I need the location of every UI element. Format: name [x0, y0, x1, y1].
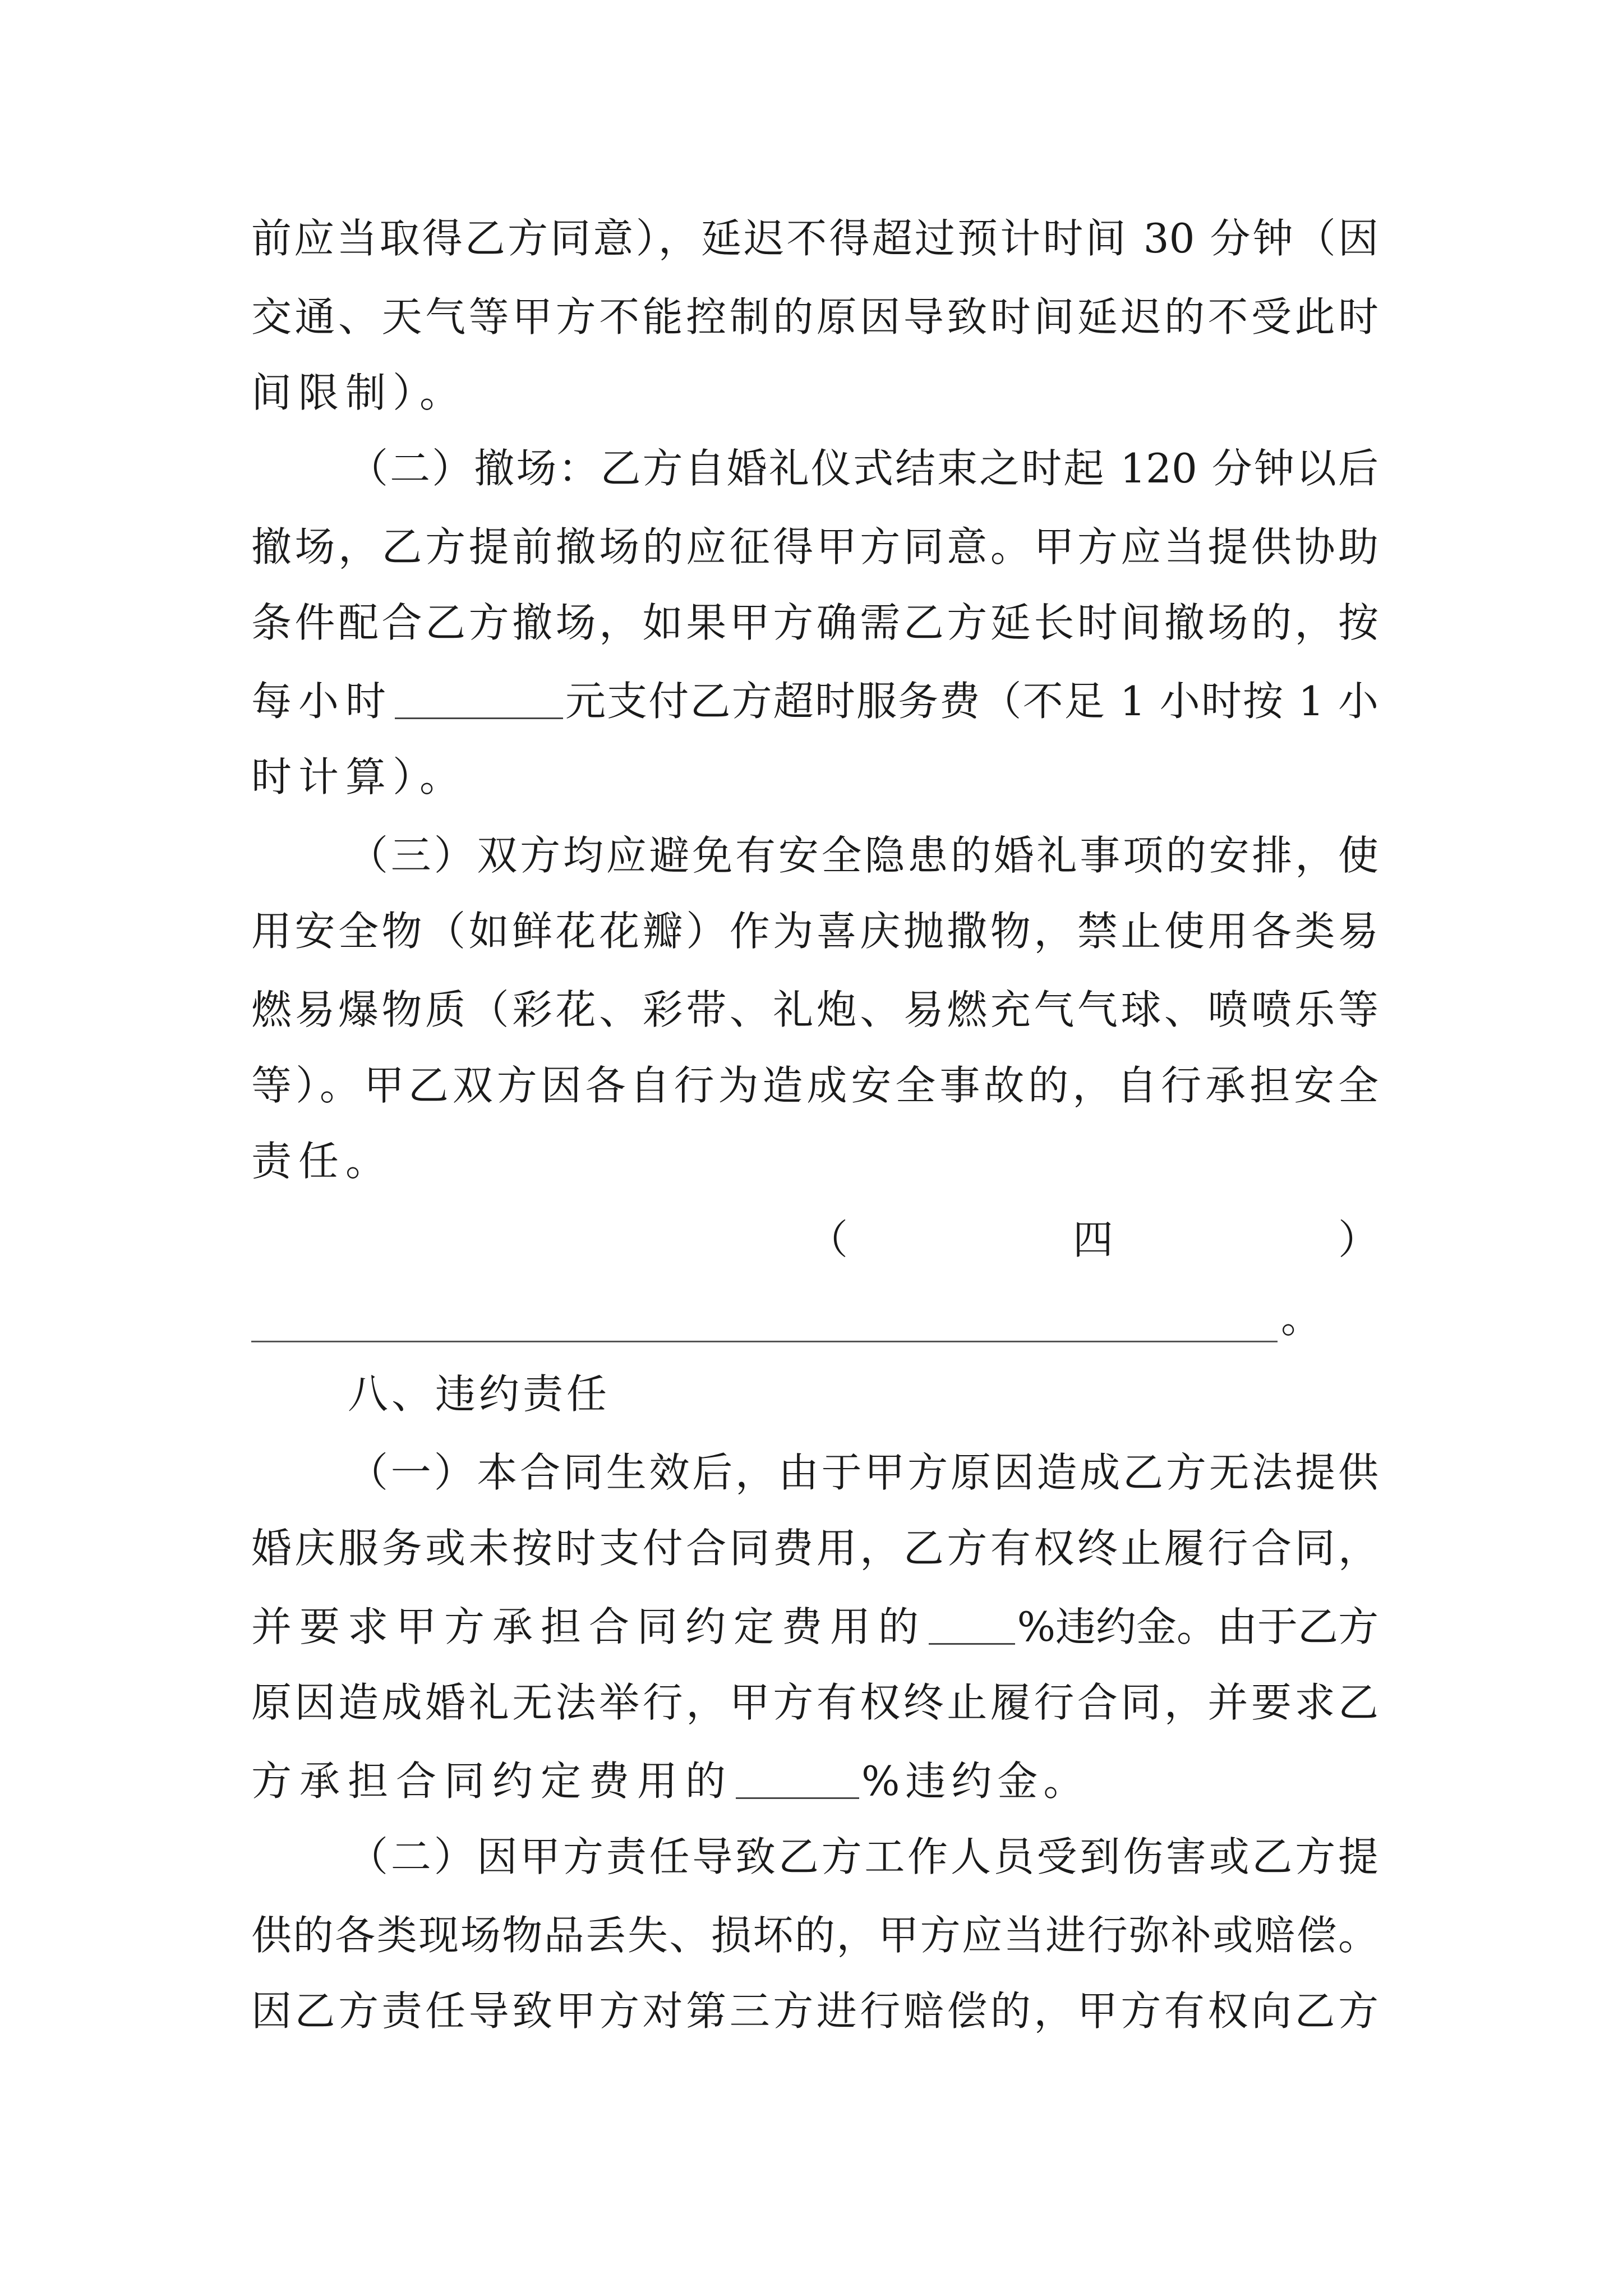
text-segment: 方承担合同约定费用的 [251, 1757, 734, 1805]
text-line: 前应当取得乙方同意），延迟不得超过预计时间 30 分钟（因 [251, 215, 1378, 262]
text-segment: %违约金。 [861, 1757, 1090, 1805]
text-segment: 元支付乙方超时服务费（不足 1 小时按 1 小 [565, 678, 1378, 725]
clause-heading-2: （二）因甲方责任导致乙方工作人员受到伤害或乙方提 [348, 1833, 1378, 1880]
text-line: 责任。 [251, 1138, 393, 1185]
text-line: 原因造成婚礼无法举行，甲方有权终止履行合同，并要求乙 [251, 1679, 1378, 1726]
clause-heading-1: （一）本合同生效后，由于甲方原因造成乙方无法提供 [348, 1449, 1378, 1496]
text-line: 条件配合乙方撤场，如果甲方确需乙方延长时间撤场的，按 [251, 599, 1378, 646]
text-line: 交通、天气等甲方不能控制的原因导致时间延迟的不受此时 [251, 293, 1378, 341]
clause-heading-3: （三）双方均应避免有安全隐患的婚礼事项的安排，使 [348, 832, 1378, 879]
text-line-with-blank [251, 1747, 1378, 1815]
text-line: 婚庆服务或未按时支付合同费用，乙方有权终止履行合同， [251, 1525, 1378, 1572]
period-mark: 。 [1281, 1295, 1322, 1342]
fill-in-blank[interactable] [395, 684, 563, 719]
clause-heading-4 [808, 1206, 1378, 1273]
text-line: 等）。甲乙双方因各自行为造成安全事故的，自行承担安全 [251, 1062, 1378, 1109]
text-line: 间限制）。 [251, 369, 467, 416]
fill-in-blank[interactable] [736, 1764, 859, 1799]
section-heading: 八、违约责任 [348, 1370, 611, 1418]
paren-open: （ [808, 1216, 849, 1263]
clause-number: 四 [1072, 1216, 1113, 1263]
text-segment: 并要求甲方承担合同约定费用的 [251, 1603, 927, 1650]
fill-in-blank[interactable] [929, 1609, 1015, 1645]
text-line: 供的各类现场物品丢失、损坏的，甲方应当进行弥补或赔偿。 [251, 1912, 1378, 1959]
text-line: 时计算）。 [251, 753, 467, 800]
text-line: 撤场，乙方提前撤场的应征得甲方同意。甲方应当提供协助 [251, 523, 1378, 570]
text-line-with-blank [251, 668, 1378, 735]
paren-close: ） [1338, 1216, 1378, 1263]
text-line: 因乙方责任导致甲方对第三方进行赔偿的，甲方有权向乙方 [251, 1987, 1378, 2035]
text-line-with-blank [251, 1593, 1378, 1660]
text-segment: %违约金。由于乙方 [1017, 1603, 1378, 1650]
clause-heading-2: （二）撤场：乙方自婚礼仪式结束之时起 120 分钟以后 [348, 445, 1378, 492]
fill-in-rule[interactable] [251, 1341, 1278, 1342]
text-line: 燃易爆物质（彩花、彩带、礼炮、易燃充气气球、喷喷乐等 [251, 986, 1378, 1033]
text-segment: 每小时 [251, 678, 393, 725]
text-line: 用安全物（如鲜花花瓣）作为喜庆抛撒物，禁止使用各类易 [251, 908, 1378, 955]
